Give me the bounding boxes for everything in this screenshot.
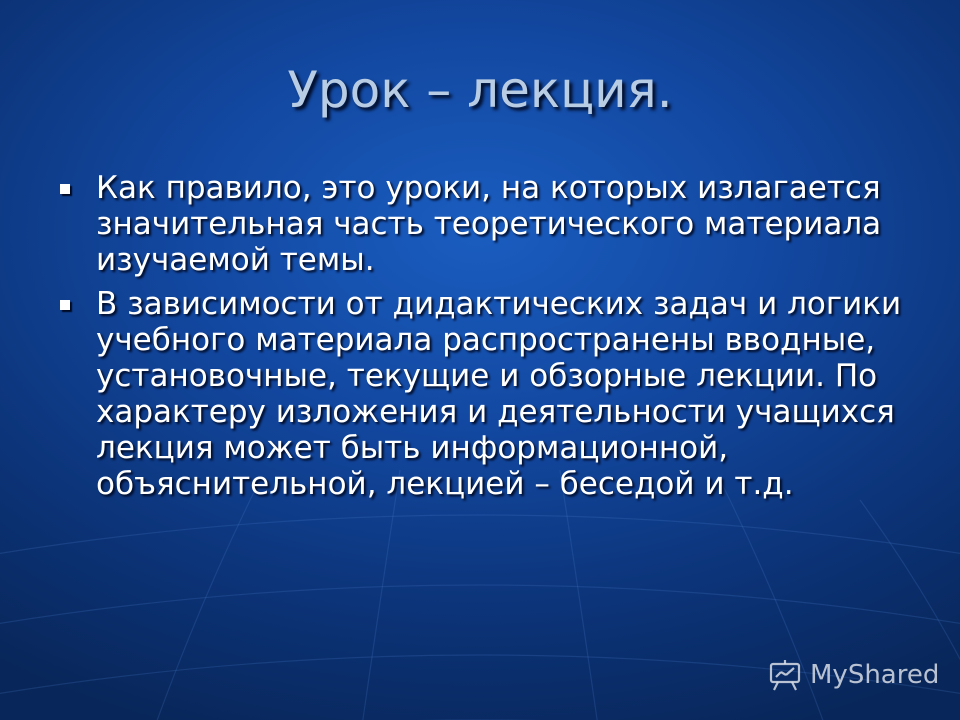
square-bullet-icon (60, 300, 70, 310)
slide-title: Урок – лекция. (287, 61, 673, 119)
square-bullet-icon (60, 184, 70, 194)
watermark (768, 656, 939, 694)
bullet-list (58, 170, 908, 510)
bullet-text: В зависимости от дидактических задач и логики учебного материала распространены вводные, установочные, текущие и обзорные лекции. По характеру изложения и деятельности учащихся лекция может быть информационной, объяснительной, лекцией – беседой и т.д. (96, 286, 902, 502)
bullet-item (58, 286, 908, 502)
presentation-board-icon (768, 658, 802, 692)
watermark-text: MyShared (810, 660, 940, 690)
bullet-item (58, 170, 908, 278)
bullet-text: Как правило, это уроки, на которых излагается значительная часть теоретического материала изучаемой темы. (96, 170, 882, 278)
